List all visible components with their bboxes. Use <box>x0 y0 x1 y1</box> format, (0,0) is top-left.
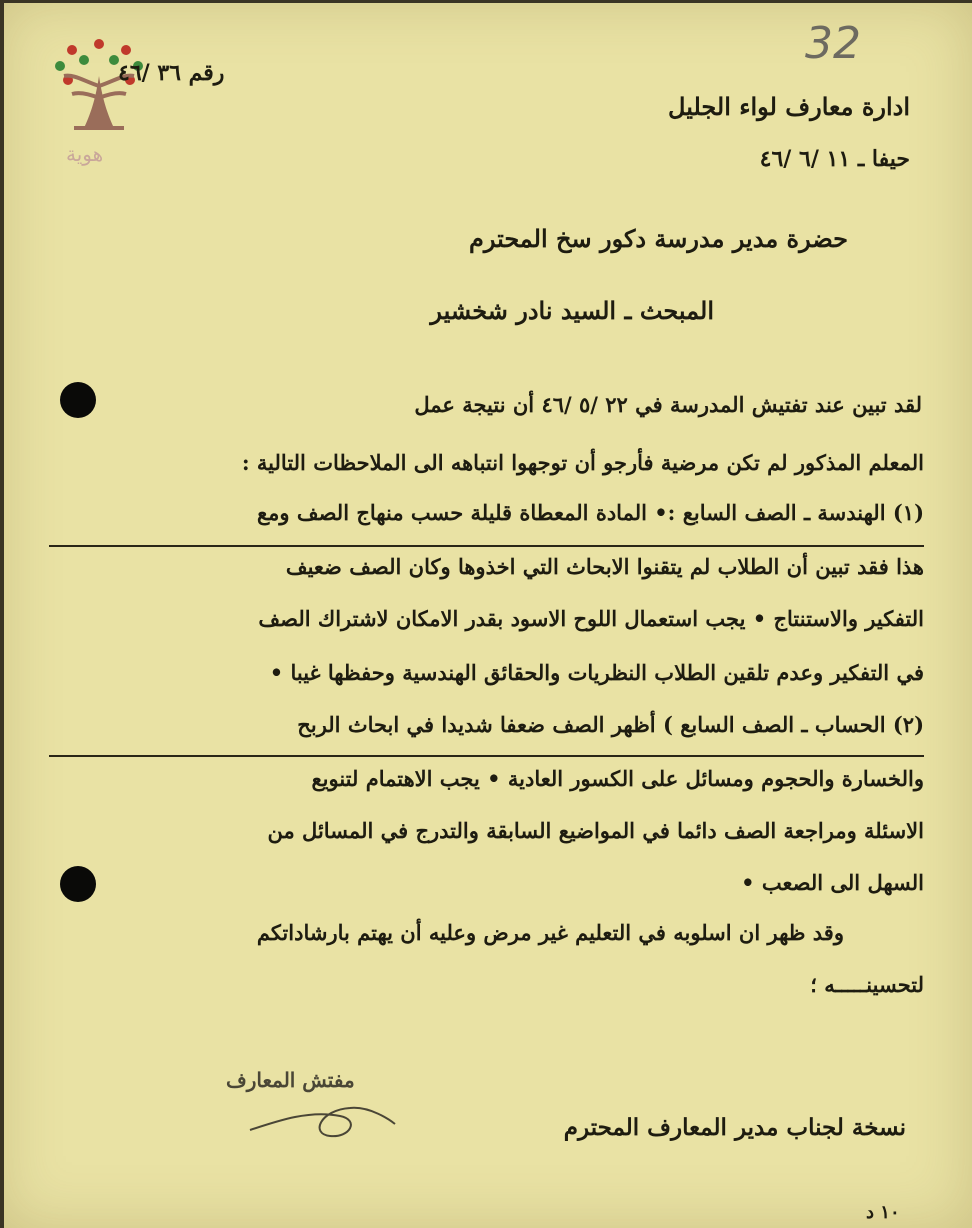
subject-line: المبحث ـ السيد نادر شخشير <box>430 296 714 325</box>
underline-divider <box>49 545 924 547</box>
body-line: التفكير والاستنتاج • يجب استعمال اللوح الاسود بقدر الامكان لاشتراك الصف <box>258 606 924 631</box>
body-line: هذا فقد تبين أن الطلاب لم يتقنوا الابحاث التي اخذوها وكان الصف ضعيف <box>285 554 924 579</box>
punch-hole-top <box>60 382 96 418</box>
reference-number: رقم ٣٦ /٤٦ <box>118 60 225 86</box>
punch-hole-bottom <box>60 866 96 902</box>
signature-title: مفتش المعارف <box>226 1068 355 1092</box>
issuing-office: ادارة معارف لواء الجليل <box>668 92 910 121</box>
underline-divider <box>49 755 924 757</box>
footer-mark: ١٠ د <box>866 1202 900 1223</box>
handwritten-signature <box>240 1090 400 1150</box>
body-line: وقد ظهر ان اسلوبه في التعليم غير مرض وعليه أن يهتم بارشاداتكم <box>256 920 844 945</box>
logo-text: هوية <box>66 142 104 166</box>
scan-edge-left <box>0 0 4 1228</box>
body-line: (٢) الحساب ـ الصف السابع ) أظهر الصف ضعفا شديدا في ابحاث الربح <box>297 712 924 737</box>
body-line: الاسئلة ومراجعة الصف دائما في المواضيع السابقة والتدرج في المسائل من <box>267 818 924 843</box>
place-date: حيفا ـ ١١ /٦ /٤٦ <box>759 146 910 172</box>
body-line: لقد تبين عند تفتيش المدرسة في ٢٢ /٥ /٤٦ أن نتيجة عمل <box>414 392 922 417</box>
body-line: السهل الى الصعب • <box>741 870 924 895</box>
body-line: المعلم المذكور لم تكن مرضية فأرجو أن توجهوا انتباهه الى الملاحظات التالية : <box>241 450 924 475</box>
copy-to-line: نسخة لجناب مدير المعارف المحترم <box>563 1114 906 1141</box>
body-line: والخسارة والحجوم ومسائل على الكسور العادية • يجب الاهتمام لتنويع <box>311 766 924 791</box>
scan-edge-top <box>0 0 972 3</box>
body-line: لتحسينـــــه ؛ <box>810 972 924 997</box>
page-number: 32 <box>805 18 861 69</box>
body-line: (١) الهندسة ـ الصف السابع :• المادة المعطاة قليلة حسب منهاج الصف ومع <box>256 500 924 525</box>
addressee: حضرة مدير مدرسة دكور سخ المحترم <box>468 224 848 253</box>
body-line: في التفكير وعدم تلقين الطلاب النظريات والحقائق الهندسية وحفظها غيبا • <box>269 660 924 685</box>
